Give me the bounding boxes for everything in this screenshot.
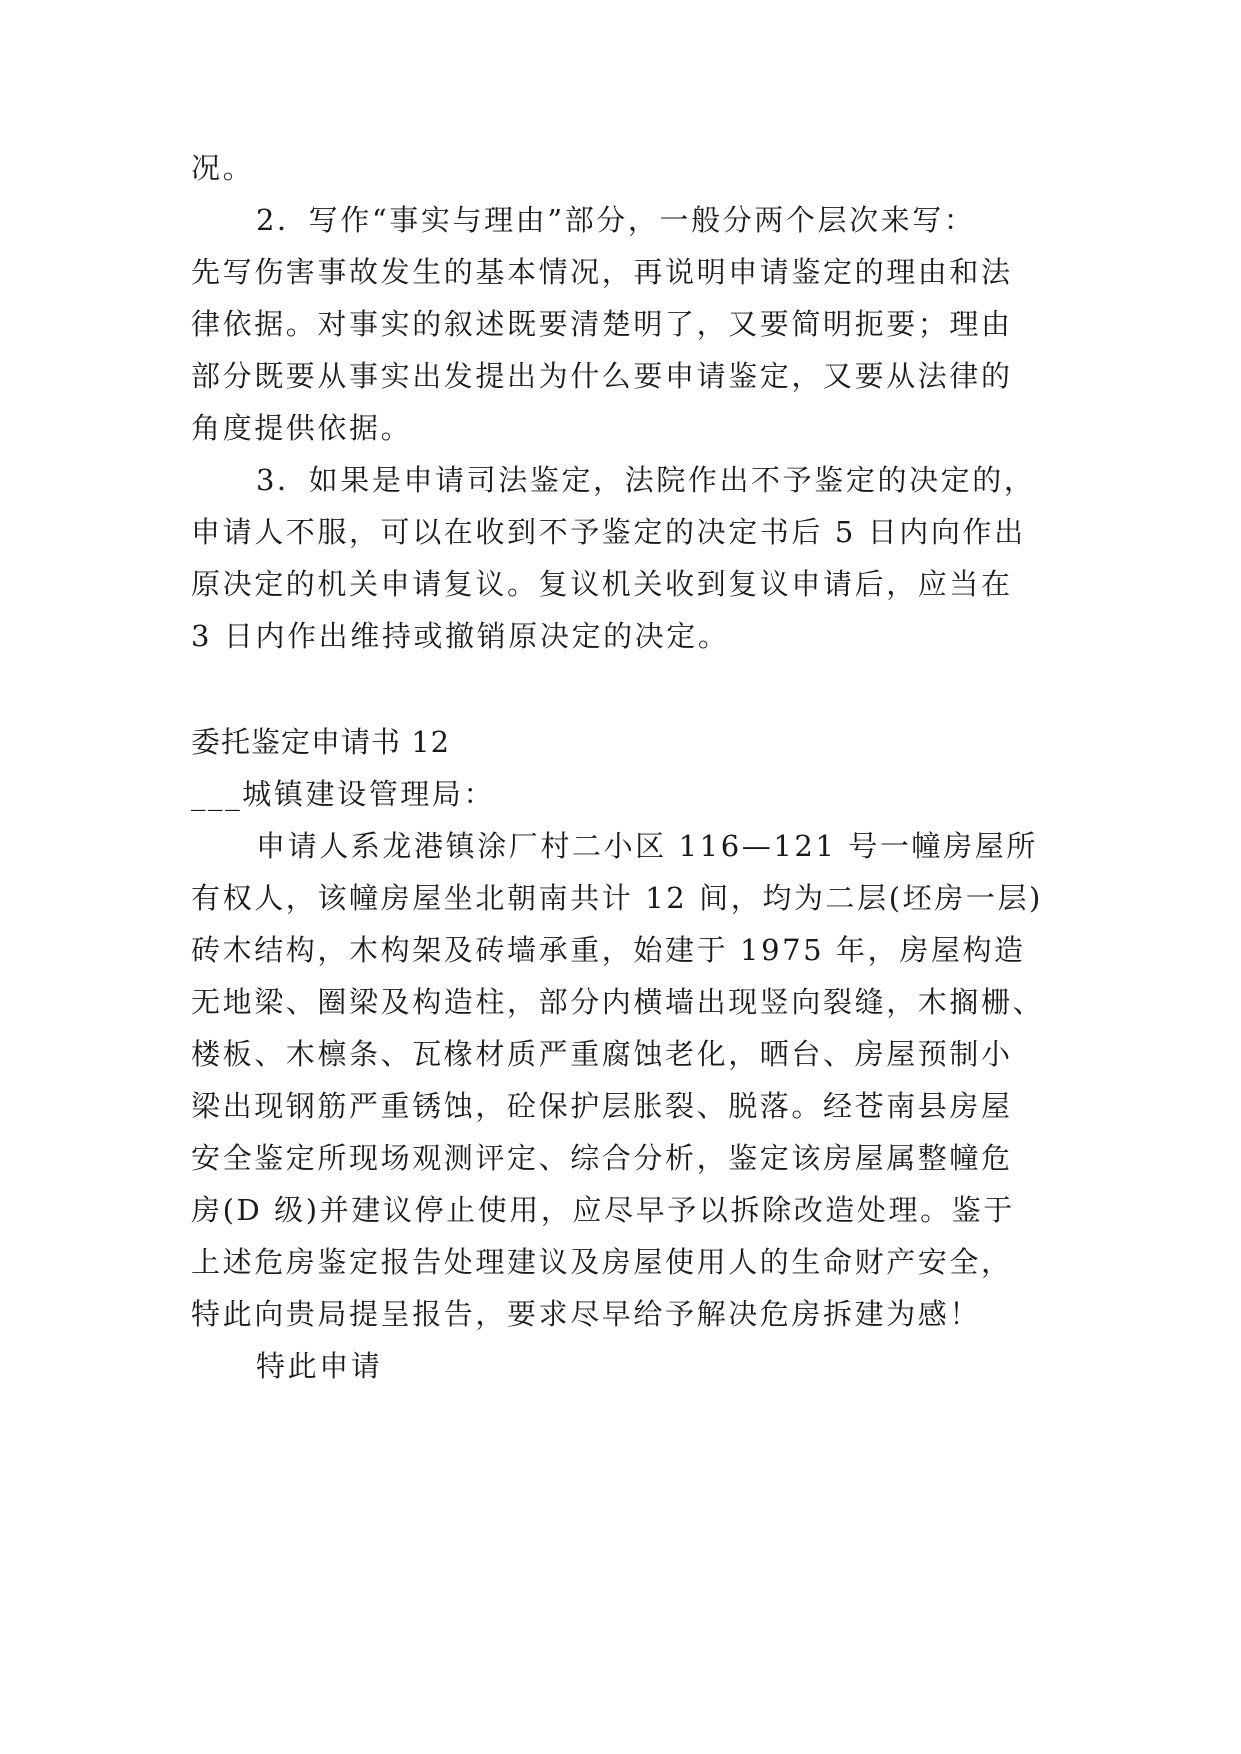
body-line: 砖木结构，木构架及砖墙承重，始建于 1975 年，房屋构造 <box>191 933 1026 967</box>
body-line: 无地梁、圈梁及构造柱，部分内横墙出现竖向裂缝，木搁栅、 <box>191 985 1045 1019</box>
text-line: 2．写作“事实与理由”部分，一般分两个层次来写： <box>256 203 976 237</box>
text-line: 先写伤害事故发生的基本情况，再说明申请鉴定的理由和法 <box>191 255 1013 289</box>
text-line: 况。 <box>191 151 255 185</box>
body-line: 有权人，该幢房屋坐北朝南共计 12 间，均为二层(坯房一层) <box>191 881 1043 915</box>
body-line: 申请人系龙港镇涂厂村二小区 116—121 号一幢房屋所 <box>256 829 1038 863</box>
text-line: 原决定的机关申请复议。复议机关收到复议申请后，应当在 <box>191 567 1013 601</box>
text-line: 3 日内作出维持或撤销原决定的决定。 <box>191 619 730 653</box>
text-line: 律依据。对事实的叙述既要清楚明了，又要简明扼要；理由 <box>191 307 1013 341</box>
text-line: 3．如果是申请司法鉴定，法院作出不予鉴定的决定的， <box>256 463 1036 497</box>
text-line: 申请人不服，可以在收到不予鉴定的决定书后 5 日内向作出 <box>191 515 1026 549</box>
document-title: 委托鉴定申请书 12 <box>191 725 451 759</box>
addressee-line: ___城镇建设管理局： <box>191 777 496 811</box>
body-line: 梁出现钢筋严重锈蚀，砼保护层胀裂、脱落。经苍南县房屋 <box>191 1089 1013 1123</box>
body-line: 安全鉴定所现场观测评定、综合分析，鉴定该房屋属整幢危 <box>191 1141 1013 1175</box>
text-line: 部分既要从事实出发提出为什么要申请鉴定，又要从法律的 <box>191 359 1013 393</box>
text-line: 角度提供依据。 <box>191 411 413 445</box>
closing-line: 特此申请 <box>256 1349 383 1383</box>
body-line: 楼板、木檩条、瓦椽材质严重腐蚀老化，晒台、房屋预制小 <box>191 1037 1013 1071</box>
body-line: 房(D 级)并建议停止使用，应尽早予以拆除改造处理。鉴于 <box>191 1193 1015 1227</box>
body-line: 特此向贵局提呈报告，要求尽早给予解决危房拆建为感！ <box>191 1297 982 1331</box>
body-line: 上述危房鉴定报告处理建议及房屋使用人的生命财产安全， <box>191 1245 1013 1279</box>
